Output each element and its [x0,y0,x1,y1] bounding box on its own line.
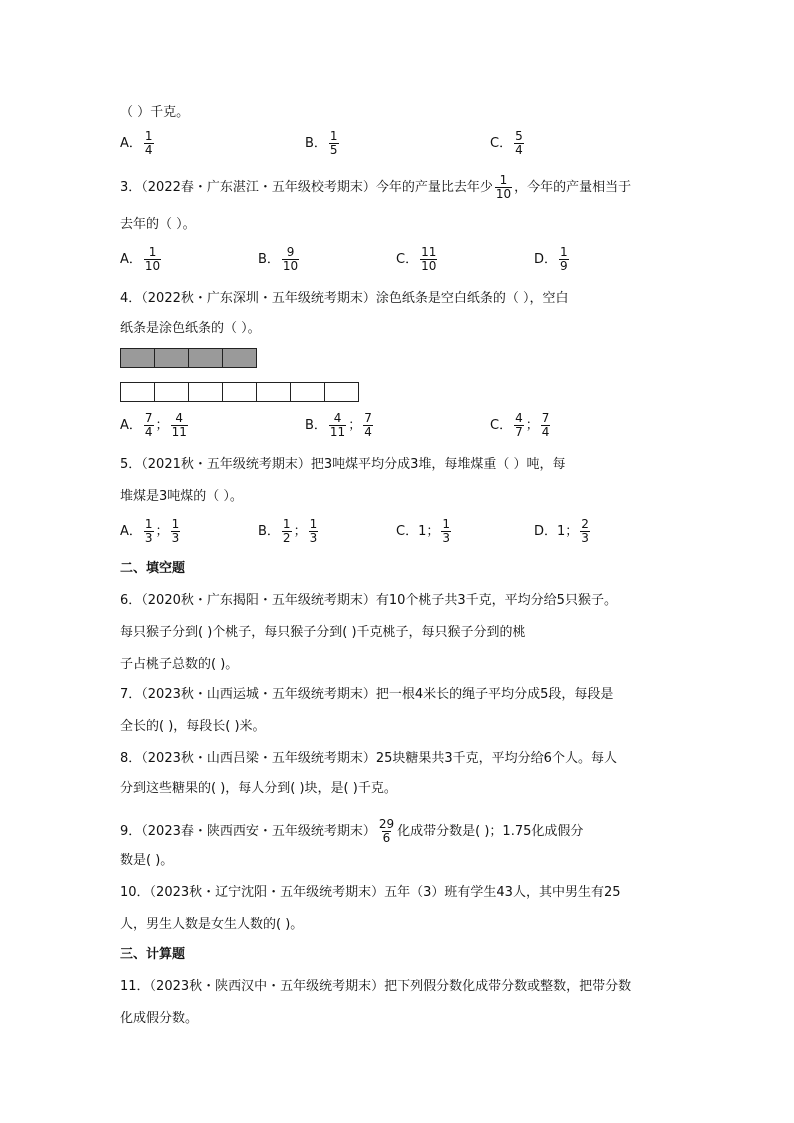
q5-option-c[interactable]: C．1； $\frac{1}{3}$ [396,517,450,545]
blank-paper-strip [120,382,359,402]
fraction: $\frac{5}{4}$ [515,129,523,157]
q2-option-c[interactable] [490,130,526,157]
q8-line1: 8．（2023秋・山西吕梁・五年级统考期末）25块糖果共3千克，平均分给6个人。每人 [120,751,617,766]
q3-line2: 去年的（ ）。 [120,217,196,232]
fraction: $\frac{4}{11}$ [171,411,187,439]
fraction: $\frac{7}{4}$ [144,411,153,439]
q4-option-a[interactable]: A． $\frac{7}{4}$ ； $\frac{4}{11}$ [120,411,187,439]
shaded-paper-strip [120,348,257,368]
q7-line1: 7．（2023秋・山西运城・五年级统考期末）把一根4米长的绳子平均分成5段，每段是 [120,687,614,702]
fraction: $\frac{1}{2}$ [282,517,291,545]
section-heading-fill-in: 二、填空题 [120,561,186,576]
q4-line2: 纸条是涂色纸条的（ ）。 [120,321,261,336]
q6-line3: 子占桃子总数的( )。 [120,657,239,672]
fraction: $\frac{1}{9}$ [560,245,568,273]
q10-line2: 人，男生人数是女生人数的( )。 [120,917,304,932]
fraction: $\frac{9}{10}$ [282,245,299,273]
q6-line2: 每只猴子分到( )个桃子，每只猴子分到( )千克桃子，每只猴子分到的桃 [120,625,526,640]
q4-option-b[interactable]: B． $\frac{4}{11}$ ； $\frac{7}{4}$ [305,411,372,439]
blank-cell [222,382,257,402]
fraction: $\frac{29}{6}$ [378,817,395,845]
blank-cell [290,382,325,402]
q6-line1: 6．（2020秋・广东揭阳・五年级统考期末）有10个桃子共3千克，平均分给5只猴子。 [120,593,617,608]
q4-option-c[interactable]: C． $\frac{4}{7}$ ； $\frac{7}{4}$ [490,411,550,439]
q5-line2: 堆煤是3吨煤的（ ）。 [120,489,243,504]
fraction: $\frac{1}{3}$ [171,517,180,545]
fraction: $\frac{1}{3}$ [144,517,153,545]
section-heading-calculation: 三、计算题 [120,947,186,962]
q5-option-a[interactable]: A． $\frac{1}{3}$ ； $\frac{1}{3}$ [120,517,180,545]
fraction: $\frac{1}{10}$ [495,173,512,201]
q4-line1: 4．（2022秋・广东深圳・五年级统考期末）涂色纸条是空白纸条的（ ），空白 [120,291,569,306]
blank-cell [324,382,359,402]
q3-option-a[interactable]: A． $\frac{1}{10}$ [120,245,161,273]
shaded-cell [154,348,189,368]
q11-line2: 化成假分数。 [120,1011,199,1026]
q5-line1: 5．（2021秋・五年级统考期末）把3吨煤平均分成3堆，每堆煤重（ ）吨，每 [120,457,566,472]
fraction: $\frac{1}{5}$ [329,129,338,157]
blank-cell [154,382,189,402]
fraction: $\frac{1}{4}$ [144,129,153,157]
q2-tail: （ ）千克。 [120,105,190,120]
q3-line1: 3．（2022春・广东湛江・五年级校考期末）今年的产量比去年少 $\frac{1}{10}$ ，今年的产量相当于 [120,173,632,201]
q3-option-d[interactable]: D． $\frac{1}{9}$ [534,245,568,273]
fraction: $\frac{7}{4}$ [541,411,550,439]
q10-line1: 10．（2023秋・辽宁沈阳・五年级统考期末）五年（3）班有学生43人，其中男生有25 [120,885,621,900]
shaded-cell [222,348,257,368]
q2-option-b[interactable] [305,130,341,157]
q9-line2: 数是( )。 [120,853,174,868]
q8-line2: 分到这些糖果的( )，每人分到( )块，是( )千克。 [120,781,397,796]
q5-option-b[interactable]: B． $\frac{1}{2}$ ； $\frac{1}{3}$ [258,517,318,545]
q7-line2: 全长的( )，每段长( )米。 [120,719,266,734]
shaded-cell [120,348,155,368]
fraction: $\frac{1}{3}$ [442,517,450,545]
q9-line1: 9．（2023春・陕西西安・五年级统考期末） $\frac{29}{6}$ 化成带分数是( )；1.75化成假分 [120,817,584,845]
q11-line1: 11．（2023秋・陕西汉中・五年级统考期末）把下列假分数化成带分数或整数，把带分数 [120,979,632,994]
blank-cell [256,382,291,402]
fraction: $\frac{2}{3}$ [581,517,589,545]
q3-option-c[interactable]: C． $\frac{11}{10}$ [396,245,437,273]
shaded-cell [188,348,223,368]
blank-cell [120,382,155,402]
fraction: $\frac{7}{4}$ [364,411,372,439]
option-letter: B． [305,136,327,151]
q5-option-d[interactable]: D．1； $\frac{2}{3}$ [534,517,589,545]
q3-option-b[interactable]: B． $\frac{9}{10}$ [258,245,299,273]
fraction: $\frac{4}{7}$ [515,411,523,439]
fraction: $\frac{11}{10}$ [421,245,437,273]
fraction: $\frac{1}{10}$ [144,245,161,273]
option-letter: A． [120,136,142,151]
fraction: $\frac{4}{11}$ [329,411,346,439]
option-letter: C． [490,136,513,151]
blank-cell [188,382,223,402]
q2-option-a[interactable] [120,130,156,157]
fraction: $\frac{1}{3}$ [309,517,318,545]
